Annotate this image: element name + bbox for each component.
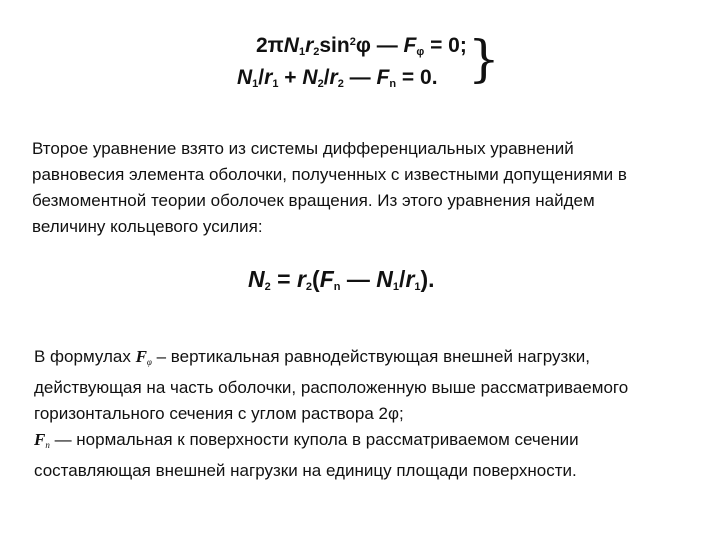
paragraph-2-line-2: действующая на часть оболочки, расположенную выше рассматриваемого — [34, 378, 629, 397]
eq1-r: r — [305, 34, 314, 57]
eq1-phi: φ — [355, 34, 371, 57]
eq1-F: F — [403, 34, 417, 57]
eq3-open-paren: ( — [312, 266, 320, 292]
paragraph-2-line-4 — [34, 427, 694, 458]
eq2-equals-zero: = 0. — [396, 66, 438, 89]
eq2-plus: + — [278, 66, 303, 89]
eq3-r2-sub: 2 — [305, 281, 313, 293]
paragraph-1-line: безмоментной теории оболочек вращения. Из этого уравнения найдем — [32, 191, 595, 210]
eq1-two-pi: 2π — [256, 34, 284, 57]
eq3-r1-sub: 1 — [414, 281, 421, 293]
paragraph-1-line: равновесия элемента оболочки, полученных с известными допущениями в — [32, 165, 627, 184]
eq1-power: 2 — [349, 36, 356, 48]
eq1-F-sub: φ — [416, 46, 425, 58]
paragraph-1 — [32, 136, 692, 240]
var-F-letter: F — [135, 347, 147, 366]
eq2-r1: r — [264, 66, 273, 89]
paragraph-2-line-3: горизонтального сечения с углом раствора 2φ; — [34, 404, 404, 423]
eq1-equals-zero: = 0; — [424, 34, 467, 57]
eq2-F: F — [376, 66, 390, 89]
eq3-F: F — [319, 266, 334, 292]
equation-3 — [248, 266, 435, 293]
eq3-N2: N — [248, 266, 265, 292]
eq2-slash-1: / — [258, 66, 265, 89]
eq3-close-paren: ). — [420, 266, 435, 292]
eq2-minus: — — [343, 66, 377, 89]
eq1-minus: — — [370, 34, 404, 57]
paragraph-1-line: Второе уравнение взято из системы дифференциальных уравнений — [32, 139, 574, 158]
eq1-sin: sin — [319, 34, 350, 57]
eq3-minus: — — [340, 266, 377, 292]
eq3-F-sub: n — [333, 281, 341, 293]
var-F-phi — [136, 347, 152, 366]
eq3-r2: r — [296, 266, 306, 292]
eq1-N: N — [283, 34, 299, 57]
eq2-r2: r — [329, 66, 338, 89]
paragraph-2-line-1 — [34, 344, 694, 375]
paragraph-2-line-5: составляющая внешней нагрузки на единицу площади поверхности. — [34, 461, 577, 480]
eq3-N1-sub: 1 — [392, 281, 400, 293]
eq3-equals: = — [270, 266, 297, 292]
paragraph-2 — [34, 344, 694, 484]
var-F-phi-sub: φ — [146, 357, 152, 367]
equation-2 — [237, 66, 438, 90]
var-F-n-sub: n — [45, 440, 50, 450]
eq3-N2-sub: 2 — [264, 281, 271, 293]
eq2-N2-sub: 2 — [317, 78, 324, 90]
paragraph-2-prefix: В формулах — [34, 347, 136, 366]
eq1-sub-2: 2 — [313, 46, 320, 58]
var-F-n — [34, 430, 50, 449]
paragraph-2-line-1-suffix: – вертикальная равнодействующая внешней нагрузки, — [151, 347, 590, 366]
eq2-r2-sub: 2 — [337, 78, 344, 90]
var-F-letter: F — [34, 430, 46, 449]
equation-1 — [256, 34, 467, 58]
system-brace: } — [468, 30, 500, 88]
eq1-sub-1: 1 — [298, 46, 306, 58]
eq2-N1-sub: 1 — [252, 78, 259, 90]
eq2-N1: N — [237, 66, 253, 89]
eq3-r1: r — [405, 266, 415, 292]
eq2-N2: N — [302, 66, 318, 89]
eq2-r1-sub: 1 — [272, 78, 279, 90]
paragraph-2-line-4-suffix: — нормальная к поверхности купола в рассматриваемом сечении — [49, 430, 579, 449]
eq3-slash: / — [399, 266, 406, 292]
eq2-slash-2: / — [323, 66, 330, 89]
paragraph-1-line: величину кольцевого усилия: — [32, 217, 263, 236]
eq3-N1: N — [376, 266, 393, 292]
eq2-F-sub: n — [389, 78, 397, 90]
